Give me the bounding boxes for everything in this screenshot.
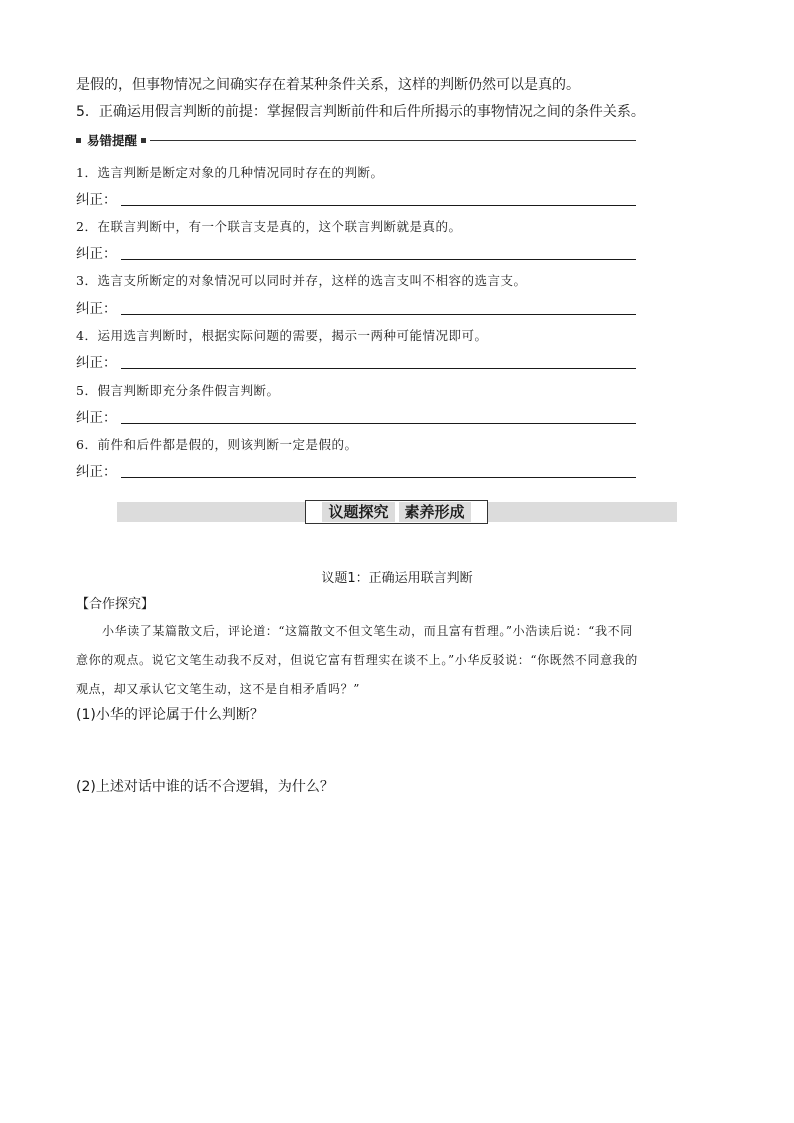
intro-line-1: 是假的，但事物情况之间确实存在着某种条件关系，这样的判断仍然可以是真的。 <box>76 77 580 93</box>
item-3-statement: 3．选言支所断定的对象情况可以同时并存，这样的选言支叫不相容的选言支。 <box>76 273 527 288</box>
banner-label-right: 素养形成 <box>399 502 471 522</box>
correction-blank[interactable] <box>121 314 637 315</box>
item-2-correction[interactable] <box>76 244 636 262</box>
question-2: (2)上述对话中谁的话不合逻辑，为什么？ <box>76 779 334 795</box>
intro-line-2: 5．正确运用假言判断的前提：掌握假言判断前件和后件所揭示的事物情况之间的条件关系。 <box>76 104 645 120</box>
item-1-statement: 1．选言判断是断定对象的几种情况同时存在的判断。 <box>76 165 384 180</box>
item-5-statement: 5．假言判断即充分条件假言判断。 <box>76 383 280 398</box>
item-6-correction[interactable] <box>76 462 636 480</box>
correction-label: 纠正： <box>76 192 117 208</box>
correction-blank[interactable] <box>121 259 637 260</box>
dialogue-paragraph <box>76 617 716 704</box>
item-6-statement: 6．前件和后件都是假的，则该判断一定是假的。 <box>76 437 358 452</box>
correction-label: 纠正： <box>76 410 117 426</box>
correction-blank[interactable] <box>121 205 637 206</box>
section-header-mistakes <box>76 133 636 147</box>
cooperative-inquiry-label: 【合作探究】 <box>76 597 155 612</box>
section-banner <box>305 500 488 524</box>
correction-label: 纠正： <box>76 246 117 262</box>
question-1: (1)小华的评论属于什么判断？ <box>76 707 264 723</box>
paragraph-line-1: 小华读了某篇散文后，评论道：“这篇散文不但文笔生动，而且富有哲理。”小浩读后说：“我不同 <box>102 624 633 638</box>
paragraph-line-3: 观点，却又承认它文笔生动，这不是自相矛盾吗？” <box>76 682 360 696</box>
item-4-statement: 4．运用选言判断时，根据实际问题的需要，揭示一两种可能情况即可。 <box>76 328 488 343</box>
correction-blank[interactable] <box>121 477 637 478</box>
item-3-correction[interactable] <box>76 299 636 317</box>
correction-label: 纠正： <box>76 301 117 317</box>
square-bullet-icon <box>141 138 146 143</box>
item-5-correction[interactable] <box>76 408 636 426</box>
correction-label: 纠正： <box>76 355 117 371</box>
section-title: 易错提醒 <box>87 133 138 148</box>
item-1-correction[interactable] <box>76 190 636 208</box>
correction-label: 纠正： <box>76 464 117 480</box>
item-2-statement: 2．在联言判断中，有一个联言支是真的，这个联言判断就是真的。 <box>76 219 462 234</box>
correction-blank[interactable] <box>121 368 637 369</box>
section-divider <box>150 140 636 141</box>
banner-label-left: 议题探究 <box>322 502 394 522</box>
paragraph-line-2: 意你的观点。说它文笔生动我不反对，但说它富有哲理实在谈不上。”小华反驳说：“你既然不同意我的 <box>76 653 638 667</box>
square-bullet-icon <box>76 138 81 143</box>
correction-blank[interactable] <box>121 423 637 424</box>
item-4-correction[interactable] <box>76 353 636 371</box>
topic-title: 议题1：正确运用联言判断 <box>321 571 473 586</box>
